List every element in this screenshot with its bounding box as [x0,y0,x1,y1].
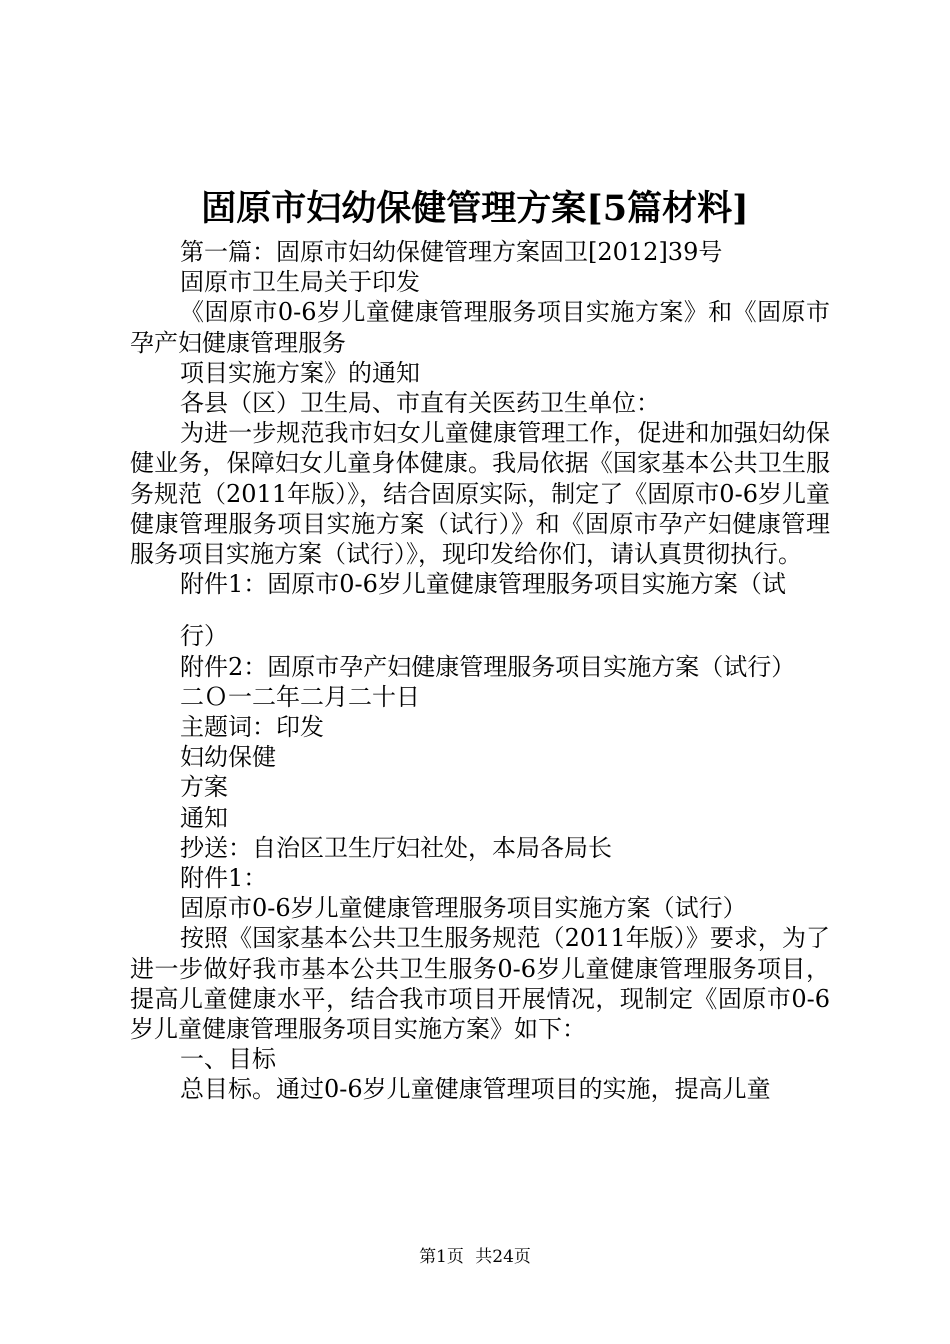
page-footer [0,1242,950,1267]
paragraph: 总目标。通过0-6岁儿童健康管理项目的实施，提高儿童 [180,1075,771,1104]
paragraph: 固原市0-6岁儿童健康管理服务项目实施方案（试行） [180,894,747,923]
paragraph: 附件1： [180,864,268,893]
document-title: 固原市妇幼保健管理方案[5篇材料] [201,188,749,229]
paragraph: 二Ｏ一二年二月二十日 [180,682,420,711]
paragraph: 行） [180,622,228,651]
paragraph: 方案 [180,773,228,802]
paragraph: 附件2：固原市孕产妇健康管理服务项目实施方案（试行） [180,652,796,681]
paragraph: 各县（区）卫生局、市直有关医药卫生单位： [180,389,660,418]
paragraph: 一、目标 [180,1045,276,1074]
paragraph: 固原市卫生局关于印发 [180,268,420,297]
page-number: 第1页 [419,1247,464,1267]
paragraph: 第一篇：固原市妇幼保健管理方案固卫[2012]39号 [180,238,723,266]
page-total: 共24页 [475,1247,531,1267]
paragraph: 按照《国家基本公共卫生服务规范（2011年版）》要求，为了进一步做好我市基本公共卫生服务0-6岁儿童健康管理服务项目，提高儿童健康水平，结合我市项目开展情况，现制定《固原市0-6岁儿童健康管理服务项目实施方案》如下： [130,924,830,1044]
paragraph: 为进一步规范我市妇女儿童健康管理工作，促进和加强妇幼保健业务，保障妇女儿童身体健康。我局依据《国家基本公共卫生服务规范（2011年版）》，结合固原实际，制定了《固原市0-6岁儿童健康管理服务项目实施方案（试行）》和《固原市孕产妇健康管理服务项目实施方案（试行）》，现印发给你们，请认真贯彻执行。 [130,419,830,569]
paragraph: 主题词：印发 [180,713,324,742]
paragraph: 项目实施方案》的通知 [180,358,420,387]
paragraph: 妇幼保健 [180,743,276,772]
paragraph: 附件1：固原市0-6岁儿童健康管理服务项目实施方案（试 [180,570,786,599]
document-body [130,237,830,1105]
paragraph: 通知 [180,803,228,832]
paragraph: 《固原市0-6岁儿童健康管理服务项目实施方案》和《固原市孕产妇健康管理服务 [130,298,830,357]
paragraph: 抄送：自治区卫生厅妇社处，本局各局长 [180,833,612,862]
